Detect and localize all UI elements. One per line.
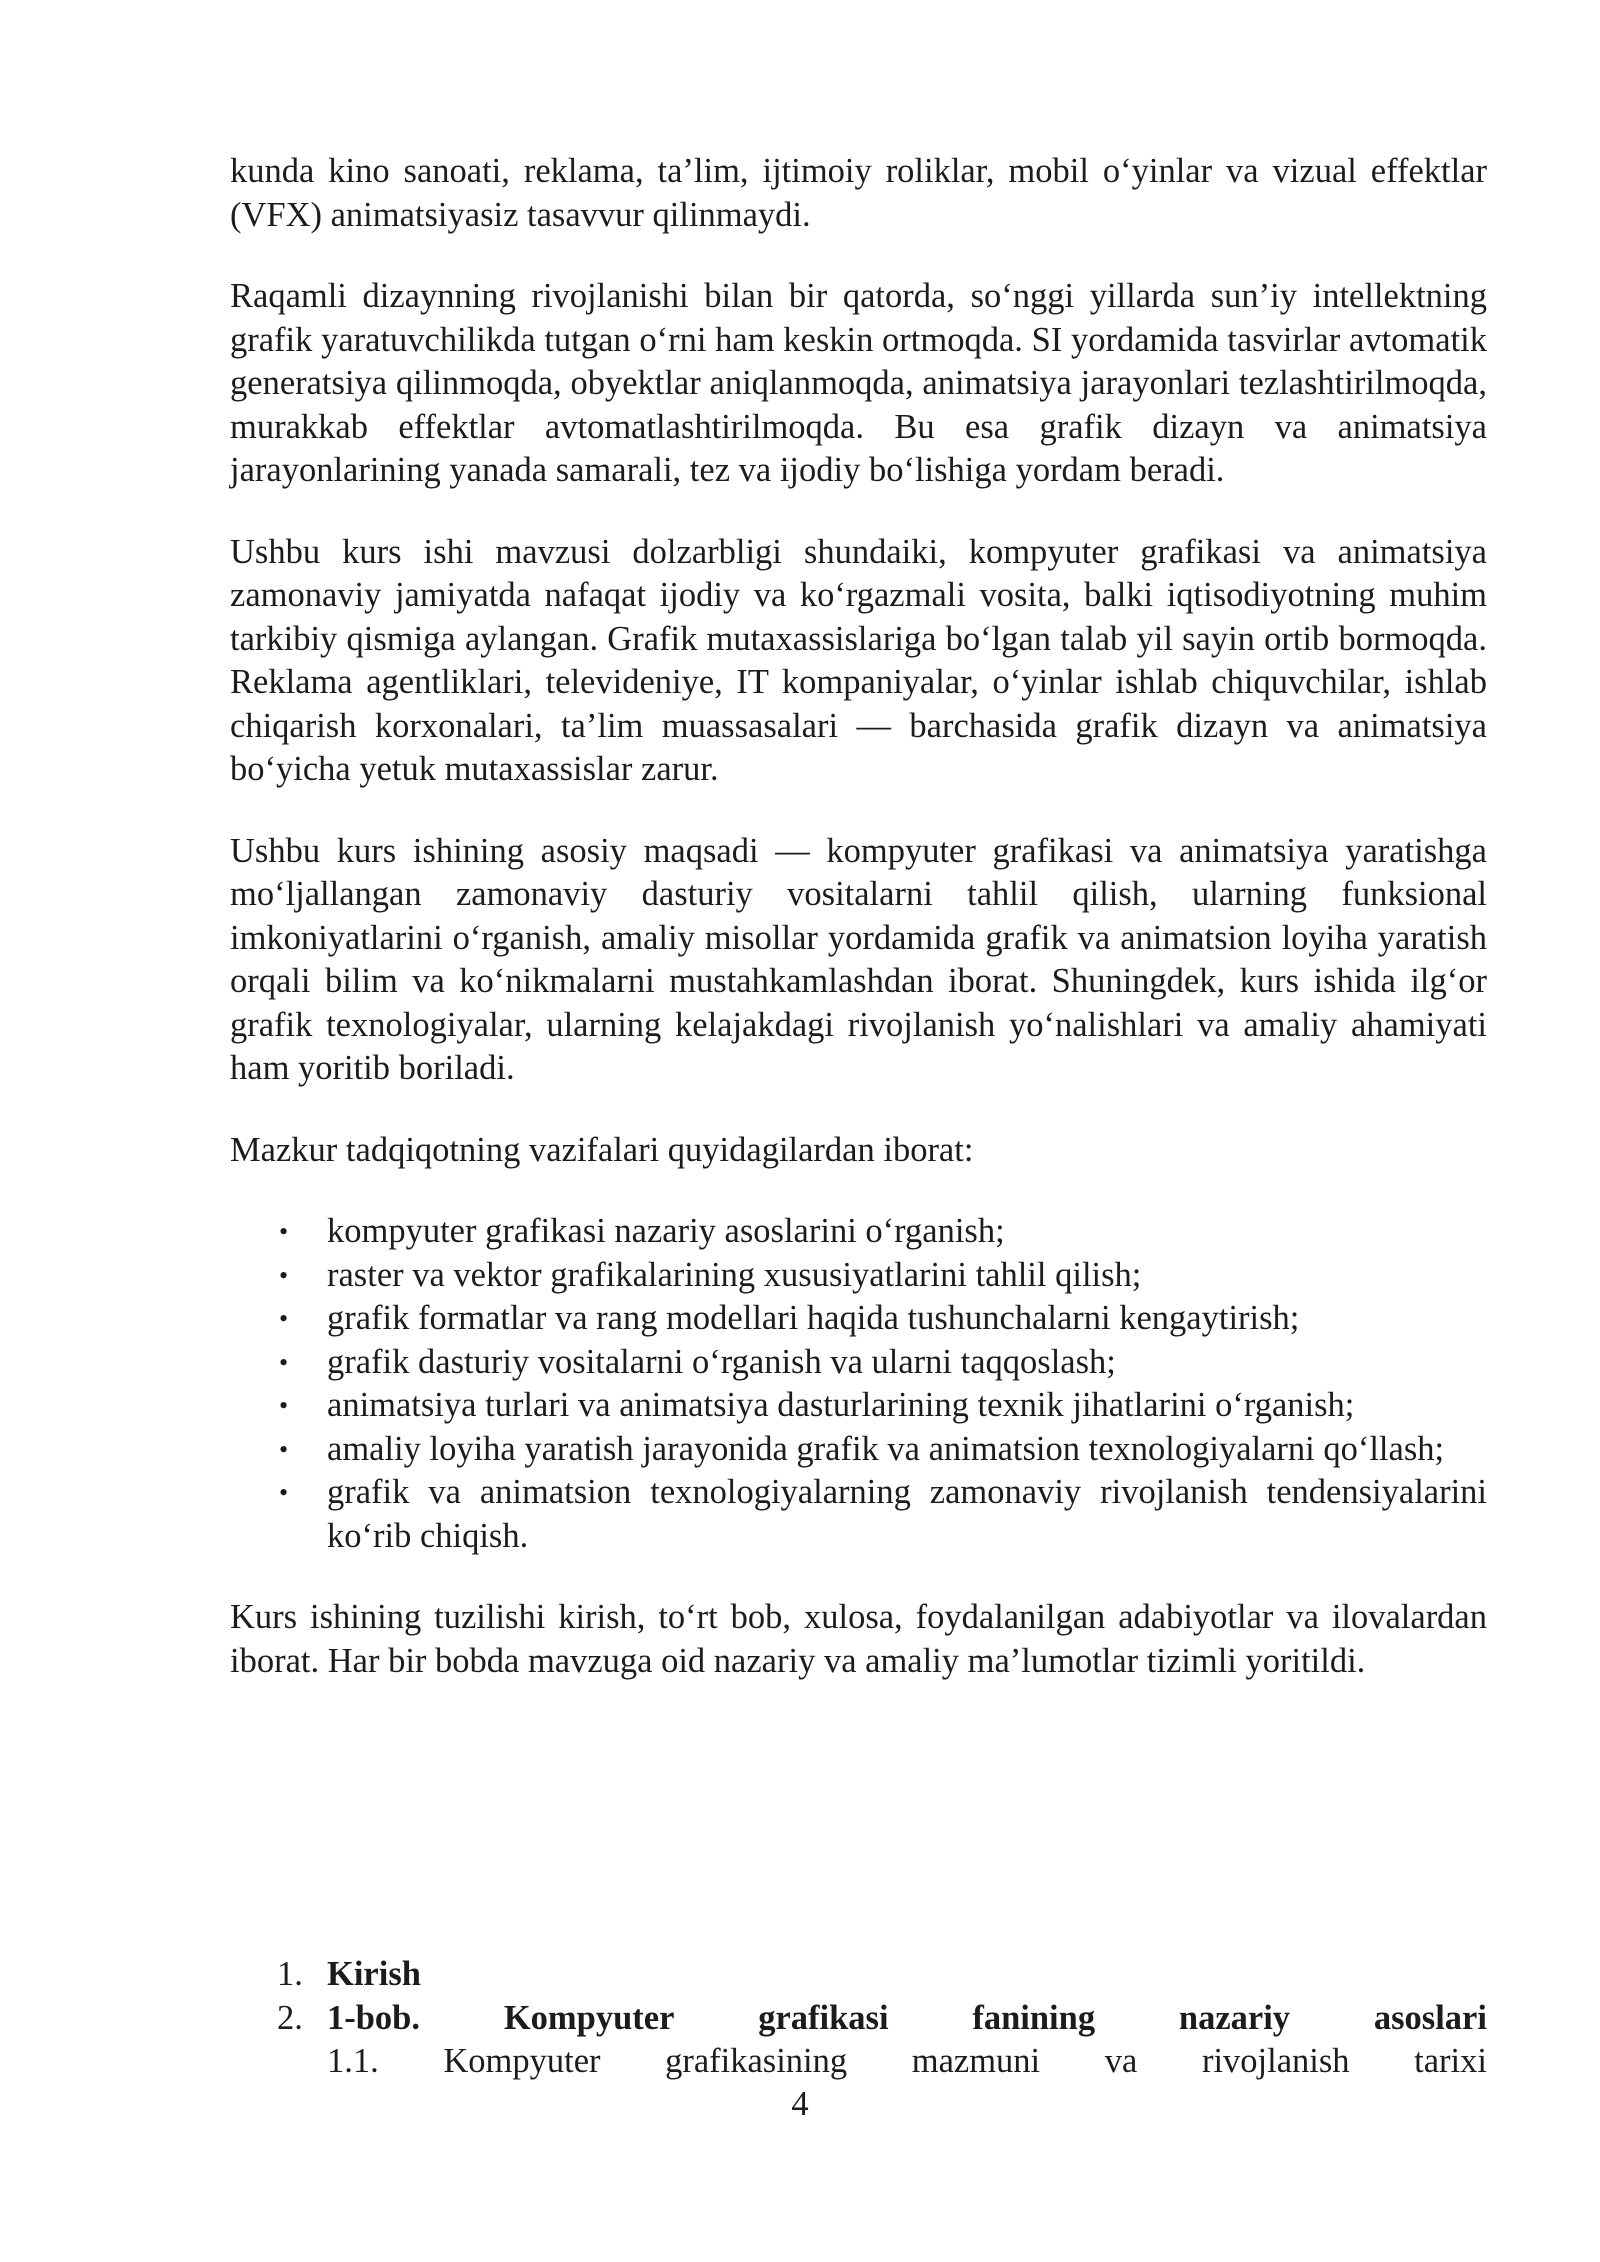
bullet-icon: • bbox=[279, 1347, 289, 1377]
toc-word: 1-bob. bbox=[327, 1998, 420, 2037]
bullet-icon: • bbox=[279, 1434, 289, 1464]
table-of-contents bbox=[230, 1953, 1487, 2084]
task-text: grafik dasturiy vositalarni o‘rganish va ularni taqqoslash; bbox=[327, 1342, 1116, 1381]
toc-item-chapter-1 bbox=[230, 1997, 1487, 2041]
toc-item-label bbox=[327, 1997, 1487, 2041]
toc-word: rivojlanish bbox=[1201, 2042, 1350, 2080]
list-item bbox=[230, 1384, 1487, 1428]
bullet-icon: • bbox=[279, 1260, 289, 1290]
list-item bbox=[230, 1297, 1487, 1341]
toc-word: grafikasining bbox=[665, 2042, 848, 2080]
list-item bbox=[230, 1210, 1487, 1254]
page-number: 4 bbox=[791, 2085, 809, 2123]
list-item bbox=[230, 1254, 1487, 1298]
bullet-icon: • bbox=[279, 1478, 289, 1507]
tasks-list bbox=[230, 1210, 1487, 1558]
toc-word: Kompyuter bbox=[503, 1998, 675, 2037]
list-item bbox=[230, 1471, 1487, 1558]
toc-subitem-label bbox=[327, 2040, 1487, 2084]
toc-word: va bbox=[1104, 2042, 1138, 2080]
toc-item-label: Kirish bbox=[327, 1955, 421, 1993]
ai-role-paragraph: Raqamli dizaynning rivojlanishi bilan bir qatorda, so‘nggi yillarda sun’iy intellektning grafik yaratuvchilikda tutgan o‘rni ham keskin ortmoqda. SI yordamida tasvirlar avtomatik generatsiya qilinmoqda, obyektlar aniqlanmoqda, animatsiya jarayonlari tezlashtirilmoqda, murakkab effektlar avtomatlashtirilmoqda. Bu esa grafik dizayn va animatsiya jarayonlarining yanada samarali, tez va ijodiy bo‘lishiga yordam beradi. bbox=[230, 277, 1487, 489]
relevance-paragraph: Ushbu kurs ishi mavzusi dolzarbligi shundaiki, kompyuter grafikasi va animatsiya zamonaviy jamiyatda nafaqat ijodiy va ko‘rgazmali vosita, balki iqtisodiyotning muhim tarkibiy qismiga aylangan. Grafik mutaxassislariga bo‘lgan talab yil sayin ortib bormoqda. Reklama agentliklari, televideniye, IT kompaniyalar, o‘yinlar ishlab chiquvchilar, ishlab chiqarish korxonalari, ta’lim muassasalari — barchasida grafik dizayn va animatsiya bo‘yicha yetuk mutaxassislar zarur. bbox=[230, 532, 1487, 788]
task-text: raster va vektor grafikalarining xususiyatlarini tahlil qilish; bbox=[327, 1255, 1142, 1294]
intro-continuation-paragraph: kunda kino sanoati, reklama, ta’lim, ijtimoiy roliklar, mobil o‘yinlar va vizual effektlar (VFX) animatsiyasiz tasavvur qilinmaydi. bbox=[230, 152, 1487, 234]
toc-word: 1.1. bbox=[327, 2042, 379, 2080]
toc-word: mazmuni bbox=[911, 2042, 1041, 2080]
bullet-icon: • bbox=[279, 1217, 289, 1246]
bullet-icon: • bbox=[279, 1304, 289, 1333]
goal-paragraph: Ushbu kurs ishining asosiy maqsadi — kompyuter grafikasi va animatsiya yaratishga mo‘ljallangan zamonaviy dasturiy vositalarni tahlil qilish, ularning funksional imkoniyatlarini o‘rganish, amaliy misollar yordamida grafik va animatsion loyiha yaratish orqali bilim va ko‘nikmalarni mustahkamlashdan iborat. Shuningdek, kurs ishida ilg‘or grafik texnologiyalar, ularning kelajakdagi rivojlanish yo‘nalishlari va amaliy ahamiyati ham yoritib boriladi. bbox=[230, 831, 1487, 1087]
bullet-icon: • bbox=[279, 1391, 289, 1420]
toc-word: grafikasi bbox=[758, 1998, 889, 2037]
task-text: kompyuter grafikasi nazariy asoslarini o‘rganish; bbox=[327, 1212, 1005, 1250]
tasks-intro-paragraph: Mazkur tadqiqotning vazifalari quyidagilardan iborat: bbox=[230, 1130, 974, 1169]
toc-subitem-1-1 bbox=[230, 2040, 1487, 2084]
task-text: animatsiya turlari va animatsiya dasturlarining texnik jihatlarini o‘rganish; bbox=[327, 1386, 1355, 1424]
structure-paragraph: Kurs ishining tuzilishi kirish, to‘rt bob, xulosa, foydalanilgan adabiyotlar va ilovalardan iborat. Har bir bobda mavzuga oid nazariy va amaliy ma’lumotlar tizimli yoritildi. bbox=[230, 1598, 1487, 1680]
task-text: grafik formatlar va rang modellari haqida tushunchalarni kengaytirish; bbox=[327, 1299, 1300, 1337]
task-text: amaliy loyiha yaratish jarayonida grafik va animatsion texnologiyalarni qo‘llash; bbox=[327, 1429, 1445, 1468]
toc-word: nazariy bbox=[1178, 1998, 1291, 2037]
list-item bbox=[230, 1428, 1487, 1472]
document-page-body bbox=[230, 150, 1487, 1721]
toc-item-number: 2. bbox=[277, 1998, 303, 2037]
list-item bbox=[230, 1341, 1487, 1385]
toc-item-number: 1. bbox=[277, 1955, 303, 1993]
toc-word: Kompyuter bbox=[443, 2042, 601, 2080]
toc-word: tarixi bbox=[1414, 2042, 1487, 2080]
toc-word: asoslari bbox=[1373, 1998, 1487, 2037]
toc-word: fanining bbox=[972, 1998, 1096, 2037]
toc-item-kirish bbox=[230, 1953, 1487, 1997]
task-text: grafik va animatsion texnologiyalarning zamonaviy rivojlanish tendensiyalarini ko‘rib chiqish. bbox=[327, 1473, 1487, 1555]
